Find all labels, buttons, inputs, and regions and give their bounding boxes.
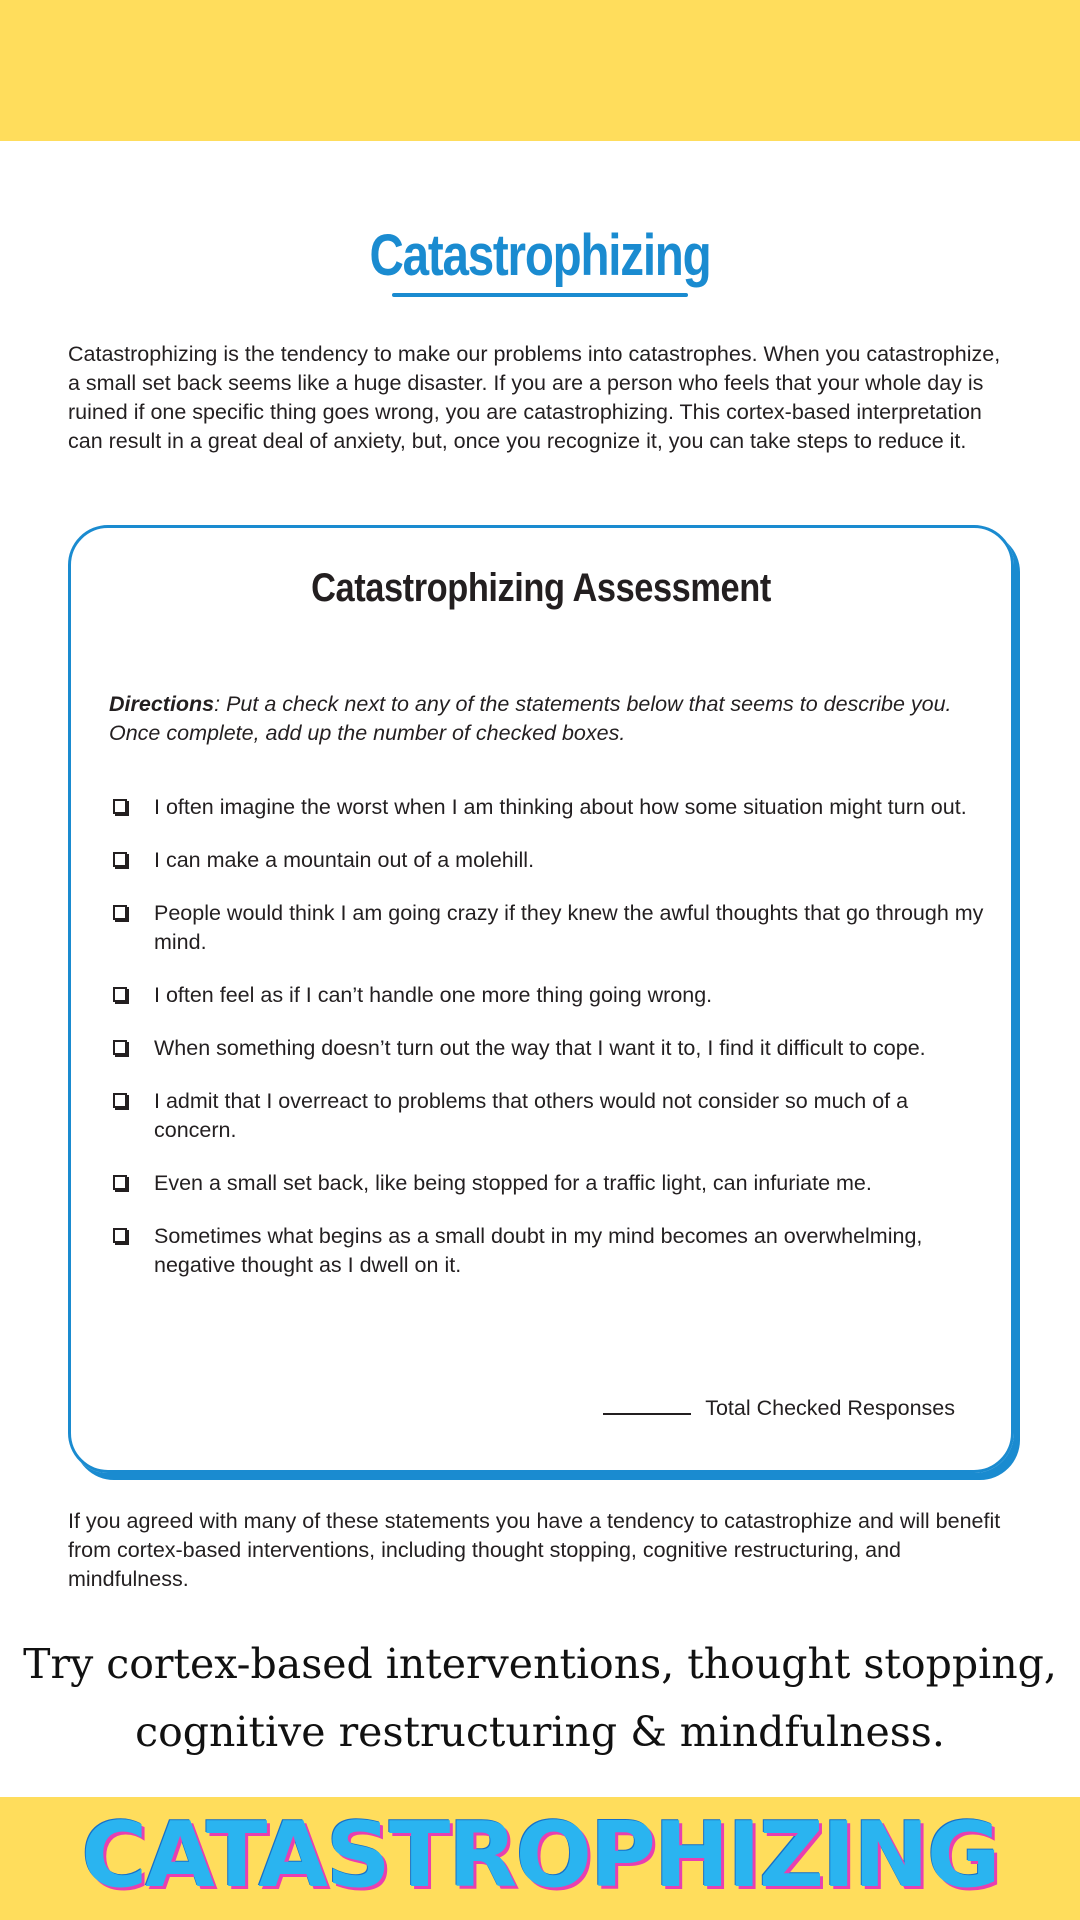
total-label: Total Checked Responses: [705, 1396, 955, 1420]
statement-item: [109, 1222, 989, 1280]
checkbox[interactable]: [113, 1093, 127, 1108]
statement-text: People would think I am going crazy if they knew the awful thoughts that go through my mind.: [154, 901, 984, 954]
statement-item: [109, 899, 989, 957]
statement-text: I often imagine the worst when I am thinking about how some situation might turn out.: [154, 795, 967, 819]
directions: [109, 690, 979, 748]
statement-text: I can make a mountain out of a molehill.: [154, 848, 535, 872]
checkbox[interactable]: [113, 905, 127, 920]
statement-item: [109, 1034, 989, 1063]
statement-item: [109, 981, 989, 1010]
total-input-line[interactable]: [603, 1397, 691, 1415]
checkbox[interactable]: [113, 1228, 127, 1243]
checkbox[interactable]: [113, 1040, 127, 1055]
statement-text: Even a small set back, like being stopped for a traffic light, can infuriate me.: [154, 1171, 872, 1195]
checkbox[interactable]: [113, 987, 127, 1002]
statement-text: I often feel as if I can’t handle one more thing going wrong.: [154, 983, 713, 1007]
statement-item: [109, 793, 989, 822]
statement-text: I admit that I overreact to problems that others would not consider so much of a concern.: [154, 1089, 909, 1142]
statement-item: [109, 1169, 989, 1198]
statement-text: Sometimes what begins as a small doubt in my mind becomes an overwhelming, negative thought as I dwell on it.: [154, 1224, 923, 1277]
statement-list: [109, 793, 989, 1280]
assessment-card: [68, 525, 1014, 1473]
assessment-title: Catastrophizing Assessment: [311, 566, 771, 610]
top-banner: [0, 0, 1080, 141]
intro-paragraph: Catastrophizing is the tendency to make our problems into catastrophes. When you catastrophize, a small set back seems like a huge disaster. If you are a person who feels that your whole day is ruined if one specific thing goes wrong, you are catastrophizing. This cortex-based interpretation can result in a great deal of anxiety, but, once you recognize it, you can take steps to reduce it.: [68, 342, 1001, 453]
brand-wordmark: CATASTROPHIZING: [81, 1803, 999, 1908]
checkbox[interactable]: [113, 1175, 127, 1190]
checkbox[interactable]: [113, 852, 127, 867]
title-underline: [392, 293, 688, 297]
page-title: Catastrophizing: [369, 223, 711, 288]
total-row: [603, 1396, 955, 1421]
statement-text: When something doesn’t turn out the way that I want it to, I find it difficult to cope.: [154, 1036, 926, 1060]
checkbox[interactable]: [113, 799, 127, 814]
directions-text: : Put a check next to any of the statements below that seems to describe you. Once complete, add up the number of checked boxes.: [109, 692, 952, 745]
statement-item: [109, 846, 989, 875]
directions-label: Directions: [109, 692, 215, 716]
statement-item: [109, 1087, 989, 1145]
tagline: Try cortex-based interventions, thought stopping, cognitive restructuring & mindfulness.: [23, 1640, 1057, 1756]
conclusion-paragraph: If you agreed with many of these statements you have a tendency to catastrophize and will benefit from cortex-based interventions, including thought stopping, cognitive restructuring, and mindfulness.: [68, 1509, 1001, 1591]
